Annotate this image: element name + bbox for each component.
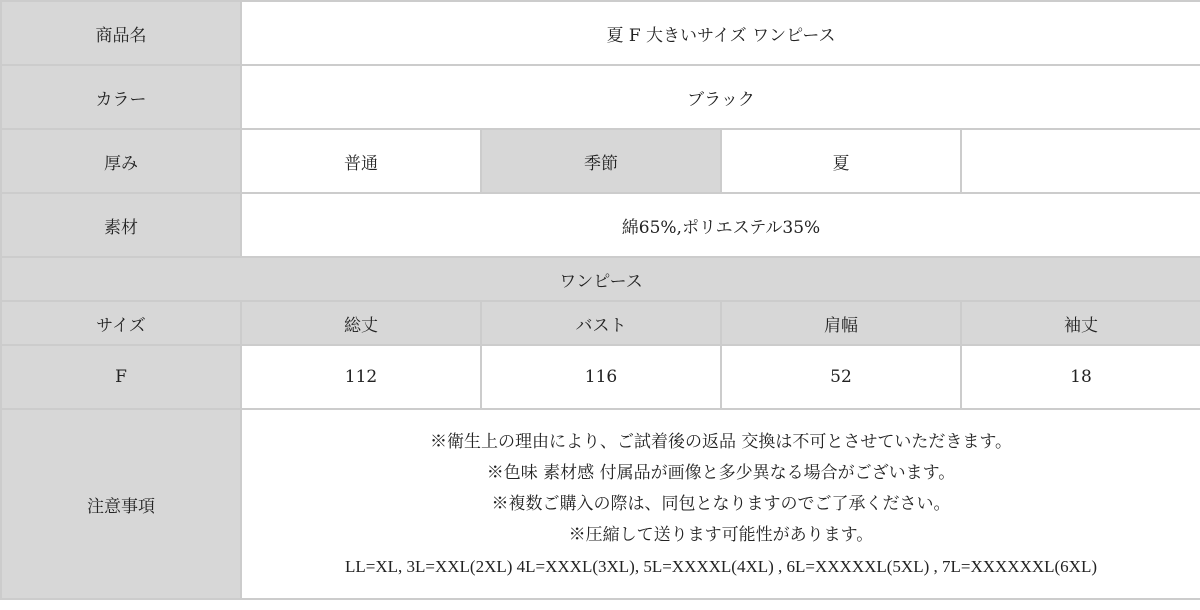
size-header-sleeve: 袖丈	[961, 301, 1200, 345]
size-section-title-row	[1, 257, 1200, 301]
season-label: 季節	[481, 129, 721, 193]
season-value: 夏	[721, 129, 961, 193]
material-row	[1, 193, 1200, 257]
size-data-row	[1, 345, 1200, 409]
sleeve-cell: 18	[961, 345, 1200, 409]
material-value: 綿65%,ポリエステル35%	[241, 193, 1200, 257]
material-label: 素材	[1, 193, 241, 257]
size-header-row	[1, 301, 1200, 345]
color-label: カラー	[1, 65, 241, 129]
notes-line-size-conversion: LL=XL, 3L=XXL(2XL) 4L=XXXL(3XL), 5L=XXXXL(4XL) , 6L=XXXXXL(5XL) , 7L=XXXXXXL(6XL)	[344, 556, 1097, 576]
empty-cell	[961, 129, 1200, 193]
notes-line-bundle: ※複数ご購入の際は、同包となりますのでご了承ください。	[491, 493, 951, 514]
product-name-row	[1, 1, 1200, 65]
notes-label: 注意事項	[1, 409, 241, 599]
size-header-bust: バスト	[481, 301, 721, 345]
thickness-label: 厚み	[1, 129, 241, 193]
size-section-title: ワンピース	[1, 257, 1200, 301]
product-name-value: 夏 F 大きいサイズ ワンピース	[241, 1, 1200, 65]
shoulder-cell: 52	[721, 345, 961, 409]
notes-row	[1, 409, 1200, 599]
bust-cell: 116	[481, 345, 721, 409]
size-header-size: サイズ	[1, 301, 241, 345]
product-name-label: 商品名	[1, 1, 241, 65]
notes-line-color: ※色味 素材感 付属品が画像と多少異なる場合がございます。	[486, 462, 956, 483]
notes-line-compression: ※圧縮して送ります可能性があります。	[568, 524, 874, 545]
notes-content	[241, 409, 1200, 599]
color-row	[1, 65, 1200, 129]
notes-line-hygiene: ※衛生上の理由により、ご試着後の返品 交換は不可とさせていただきます。	[429, 431, 1013, 452]
length-cell: 112	[241, 345, 481, 409]
thickness-row	[1, 129, 1200, 193]
color-value: ブラック	[241, 65, 1200, 129]
size-header-shoulder: 肩幅	[721, 301, 961, 345]
thickness-value: 普通	[241, 129, 481, 193]
size-header-length: 総丈	[241, 301, 481, 345]
size-cell: F	[1, 345, 241, 409]
